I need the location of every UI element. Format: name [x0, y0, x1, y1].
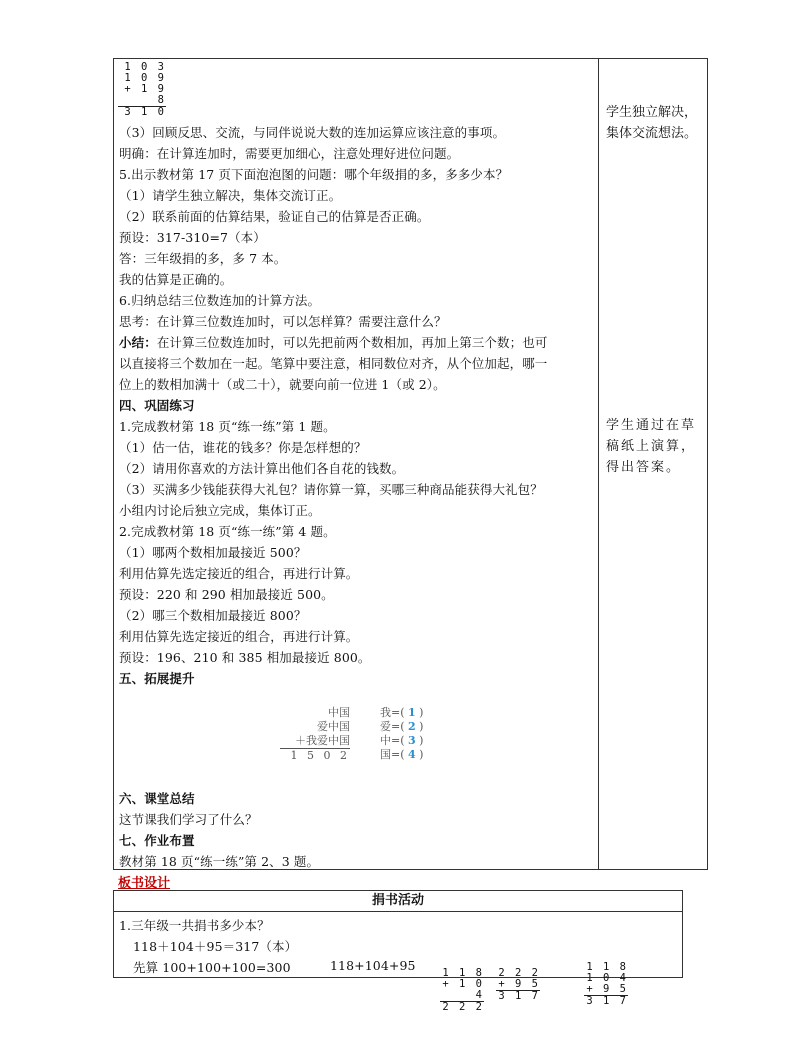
practice-line: 小组内讨论后独立完成，集体订正。 — [119, 503, 321, 518]
practice-line: 预设：220 和 290 相加最接近 500。 — [119, 587, 334, 602]
text-line: 我的估算是正确的。 — [119, 272, 233, 287]
answer-label: 国=( — [380, 748, 405, 761]
section-heading-6: 六、课堂总结 — [119, 791, 195, 806]
practice-line: （3）买满多少钱能获得大礼包？请你算一算，买哪三种商品能获得大礼包？ — [119, 482, 543, 497]
v3-sum: 3 1 7 — [584, 995, 628, 1007]
board-equation: 118＋104＋95＝317（本） — [133, 939, 298, 954]
puzzle-row-1: 中国 — [328, 706, 350, 719]
answer-close: ) — [419, 720, 424, 733]
answer-value: 1 — [408, 706, 416, 719]
answer-close: ) — [419, 706, 424, 719]
column-divider — [598, 58, 599, 870]
section-heading-5: 五、拓展提升 — [119, 671, 195, 686]
answer-row-3 — [380, 734, 423, 748]
homework-text: 教材第 18 页“练一练”第 2、3 题。 — [119, 854, 320, 869]
board-expression: 118+104+95 — [330, 958, 416, 973]
section-heading-4: 四、巩固练习 — [119, 398, 195, 413]
answer-row-4 — [380, 748, 423, 762]
sum: 3 1 0 — [118, 106, 166, 118]
text-line: 明确：在计算连加时，需要更加细心，注意处理好进位问题。 — [119, 146, 460, 161]
puzzle-row-4: 1 5 0 2 — [280, 748, 350, 763]
puzzle-row-3: ＋我爱中国 — [295, 734, 350, 747]
side-note-2: 学生通过在草稿纸上演算，得出答案。 — [606, 418, 697, 475]
text-line: 预设：317-310=7（本） — [119, 230, 266, 245]
board-vertical-2 — [496, 968, 540, 1002]
addend-3: + 1 9 8 — [124, 83, 166, 106]
text-line: （1）请学生独立解决，集体交流订正。 — [119, 188, 342, 203]
puzzle-answers — [380, 706, 423, 762]
answer-row-2 — [380, 720, 423, 734]
practice-line: （2）哪三个数相加最接近 800？ — [119, 608, 307, 623]
addend-1: 1 0 3 — [124, 61, 166, 73]
puzzle-addition — [280, 706, 350, 763]
addend-2: 1 0 9 — [124, 72, 166, 84]
board-vertical-1 — [440, 968, 484, 1013]
vertical-addition-top — [118, 62, 166, 118]
v3-addend-1: 1 1 8 — [586, 961, 628, 973]
answer-label: 我=( — [380, 706, 405, 719]
summary-line-2: 以直接将三个数加在一起。笔算中要注意，相同数位对齐，从个位加起，哪一 — [119, 356, 548, 371]
board-first: 先算 100+100+100=300 — [133, 960, 291, 975]
v1-addend-2: + 1 0 4 — [442, 978, 484, 1001]
text-line: （3）回顾反思、交流，与同伴说说大数的连加运算应该注意的事项。 — [119, 125, 506, 140]
puzzle-row-2: 爱中国 — [317, 720, 350, 733]
answer-row-1 — [380, 706, 423, 720]
summary-line-1 — [119, 333, 547, 351]
v3-addend-3: + 9 5 — [586, 983, 628, 995]
v2-sum: 3 1 7 — [496, 990, 540, 1002]
side-note-1: 学生独立解决，集体交流想法。 — [606, 105, 698, 141]
board-question: 1.三年级一共捐书多少本？ — [119, 918, 270, 933]
text-line: 5.出示教材第 17 页下面泡泡图的问题：哪个年级捐的多，多多少本？ — [119, 167, 509, 182]
practice-line: （1）估一估，谁花的钱多？你是怎样想的？ — [119, 440, 367, 455]
practice-line: 利用估算先选定接近的组合，再进行计算。 — [119, 566, 359, 581]
practice-line: 2.完成教材第 18 页“练一练”第 4 题。 — [119, 524, 336, 539]
v1-sum: 2 2 2 — [440, 1001, 484, 1013]
summary-question: 这节课我们学习了什么？ — [119, 812, 258, 827]
summary-label: 小结： — [119, 335, 157, 350]
practice-line: 利用估算先选定接近的组合，再进行计算。 — [119, 629, 359, 644]
v1-addend-1: 1 1 8 — [442, 967, 484, 979]
text-line: （2）联系前面的估算结果，验证自己的估算是否正确。 — [119, 209, 430, 224]
practice-line: 预设：196、210 和 385 相加最接近 800。 — [119, 650, 371, 665]
answer-value: 3 — [408, 734, 416, 747]
answer-close: ) — [419, 734, 424, 747]
answer-close: ) — [419, 748, 424, 761]
answer-value: 2 — [408, 720, 416, 733]
practice-line: （2）请用你喜欢的方法计算出他们各自花的钱数。 — [119, 461, 405, 476]
text-line: 6.归纳总结三位数连加的计算方法。 — [119, 293, 321, 308]
v2-addend-1: 2 2 2 — [498, 967, 540, 979]
answer-label: 中=( — [380, 734, 405, 747]
text-line: 思考：在计算三位数连加时，可以怎样算？需要注意什么？ — [119, 314, 447, 329]
v3-addend-2: 1 0 4 — [586, 972, 628, 984]
board-title: 板书设计 — [118, 876, 171, 891]
board-heading: 捐书活动 — [113, 890, 683, 912]
section-heading-7: 七、作业布置 — [119, 833, 195, 848]
text-line: 答：三年级捐的多，多 7 本。 — [119, 251, 287, 266]
summary-text: 在计算三位数连加时，可以先把前两个数相加，再加上第三个数；也可 — [156, 335, 548, 350]
v2-addend-2: + 9 5 — [498, 978, 540, 990]
answer-value: 4 — [408, 748, 416, 761]
summary-line-3: 位上的数相加满十（或二十），就要向前一位进 1（或 2）。 — [119, 377, 446, 392]
practice-line: （1）哪两个数相加最接近 500？ — [119, 545, 307, 560]
answer-label: 爱=( — [380, 720, 405, 733]
practice-line: 1.完成教材第 18 页“练一练”第 1 题。 — [119, 419, 336, 434]
board-vertical-3 — [584, 962, 628, 1007]
